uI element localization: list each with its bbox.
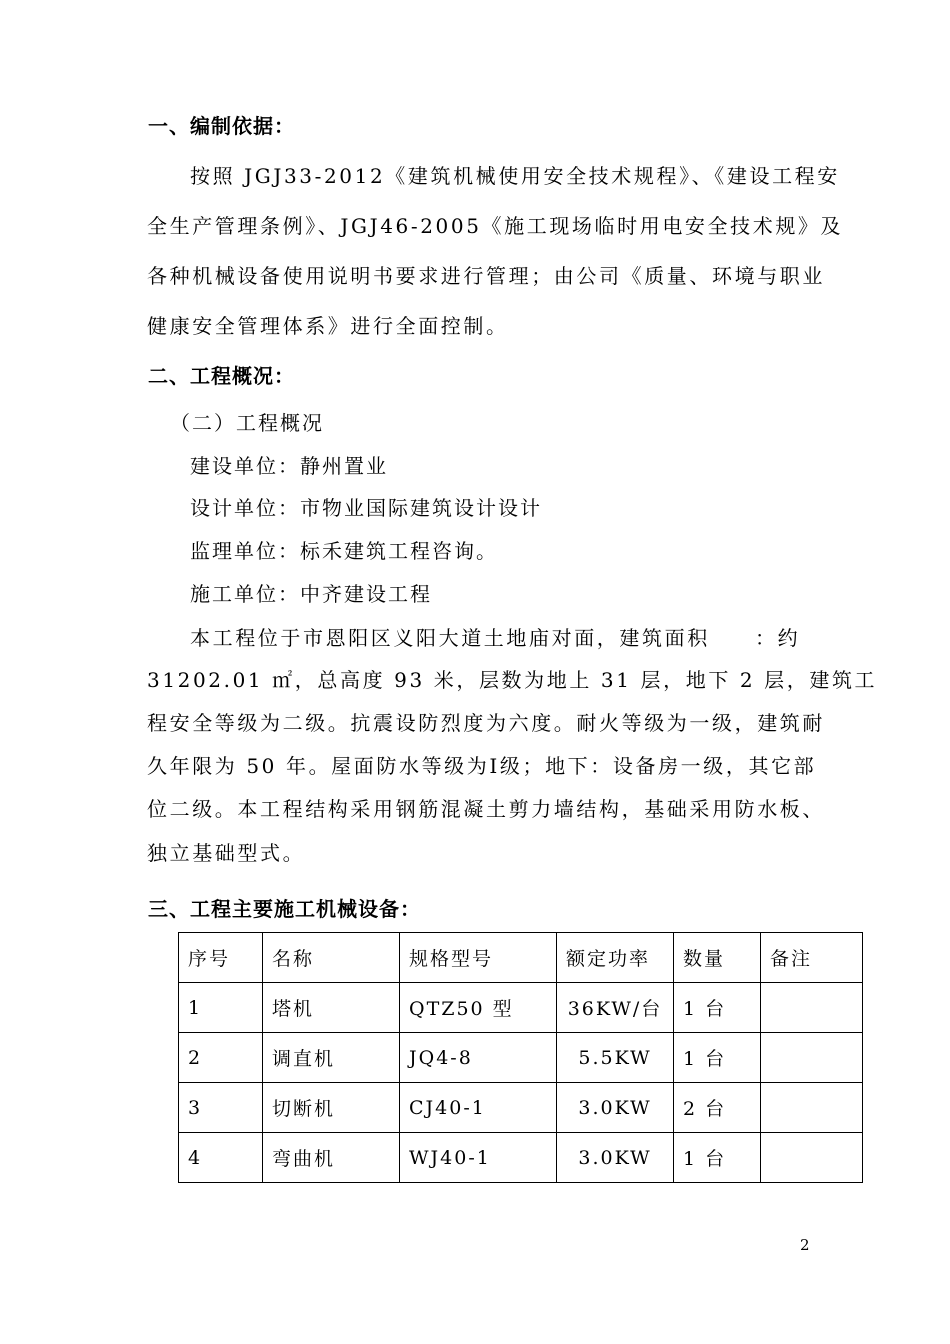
table-cell (761, 1033, 863, 1083)
section1-line-4: 健康安全管理体系》进行全面控制。 (147, 314, 509, 338)
table-cell: 3 (179, 1083, 263, 1133)
table-cell: 1 (179, 983, 263, 1033)
table-row (179, 983, 863, 1033)
table-cell (761, 983, 863, 1033)
section2-subheading: （二）工程概况 (170, 411, 324, 435)
construction-unit: 建设单位：静州置业 (190, 454, 388, 478)
table-cell: 4 (179, 1133, 263, 1183)
table-cell: 36KW/台 (557, 983, 674, 1033)
design-unit: 设计单位：市物业国际建筑设计设计 (190, 496, 542, 520)
overview-line-1: 本工程位于市恩阳区义阳大道土地庙对面，建筑面积 ：约 (190, 626, 801, 650)
section2-heading: 二、工程概况： (148, 364, 295, 388)
table-header-row (179, 933, 863, 983)
equipment-table (178, 932, 863, 1183)
table-row (179, 1083, 863, 1133)
table-cell: 2 (179, 1033, 263, 1083)
table-cell: 切断机 (263, 1083, 400, 1133)
section1-line-3: 各种机械设备使用说明书要求进行管理；由公司《质量、环境与职业 (147, 264, 825, 288)
overview-line-6: 独立基础型式。 (147, 841, 306, 865)
table-cell: 2 台 (674, 1083, 761, 1133)
table-cell: QTZ50 型 (400, 983, 557, 1033)
table-cell: 塔机 (263, 983, 400, 1033)
table-cell: 1 台 (674, 983, 761, 1033)
supervision-unit: 监理单位：标禾建筑工程咨询。 (190, 539, 498, 563)
table-cell: WJ40-1 (400, 1133, 557, 1183)
section1-line-1: 按照 JGJ33-2012《建筑机械使用安全技术规程》、《建设工程安 (190, 164, 840, 188)
header-cell: 序号 (179, 933, 263, 983)
section1-heading: 一、编制依据： (148, 114, 295, 138)
table-cell: 1 台 (674, 1033, 761, 1083)
contractor-unit: 施工单位：中齐建设工程 (190, 582, 432, 606)
table-cell: 3.0KW (557, 1133, 674, 1183)
table-cell: 1 台 (674, 1133, 761, 1183)
table-cell: 3.0KW (557, 1083, 674, 1133)
table-row (179, 1033, 863, 1083)
table-cell: JQ4-8 (400, 1033, 557, 1083)
table-cell: 5.5KW (557, 1033, 674, 1083)
table-cell (761, 1133, 863, 1183)
header-cell: 数量 (674, 933, 761, 983)
table-cell (761, 1083, 863, 1133)
overview-line-3: 程安全等级为二级。抗震设防烈度为六度。耐火等级为一级，建筑耐 (147, 711, 825, 735)
table-row (179, 1133, 863, 1183)
header-cell: 规格型号 (400, 933, 557, 983)
overview-line-5: 位二级。本工程结构采用钢筋混凝土剪力墙结构，基础采用防水板、 (147, 797, 825, 821)
page-number: 2 (800, 1236, 810, 1254)
header-cell: 名称 (263, 933, 400, 983)
header-cell: 额定功率 (557, 933, 674, 983)
table-cell: 弯曲机 (263, 1133, 400, 1183)
table-cell: 调直机 (263, 1033, 400, 1083)
overview-line-4: 久年限为 50 年。屋面防水等级为Ⅰ级；地下：设备房一级，其它部 (147, 754, 817, 778)
overview-line-2: 31202.01 ㎡，总高度 93 米，层数为地上 31 层，地下 2 层，建筑工 (147, 668, 878, 692)
table-cell: CJ40-1 (400, 1083, 557, 1133)
section1-line-2: 全生产管理条例》、JGJ46-2005《施工现场临时用电安全技术规》及 (147, 214, 844, 238)
header-cell: 备注 (761, 933, 863, 983)
section3-heading: 三、工程主要施工机械设备： (148, 897, 421, 921)
